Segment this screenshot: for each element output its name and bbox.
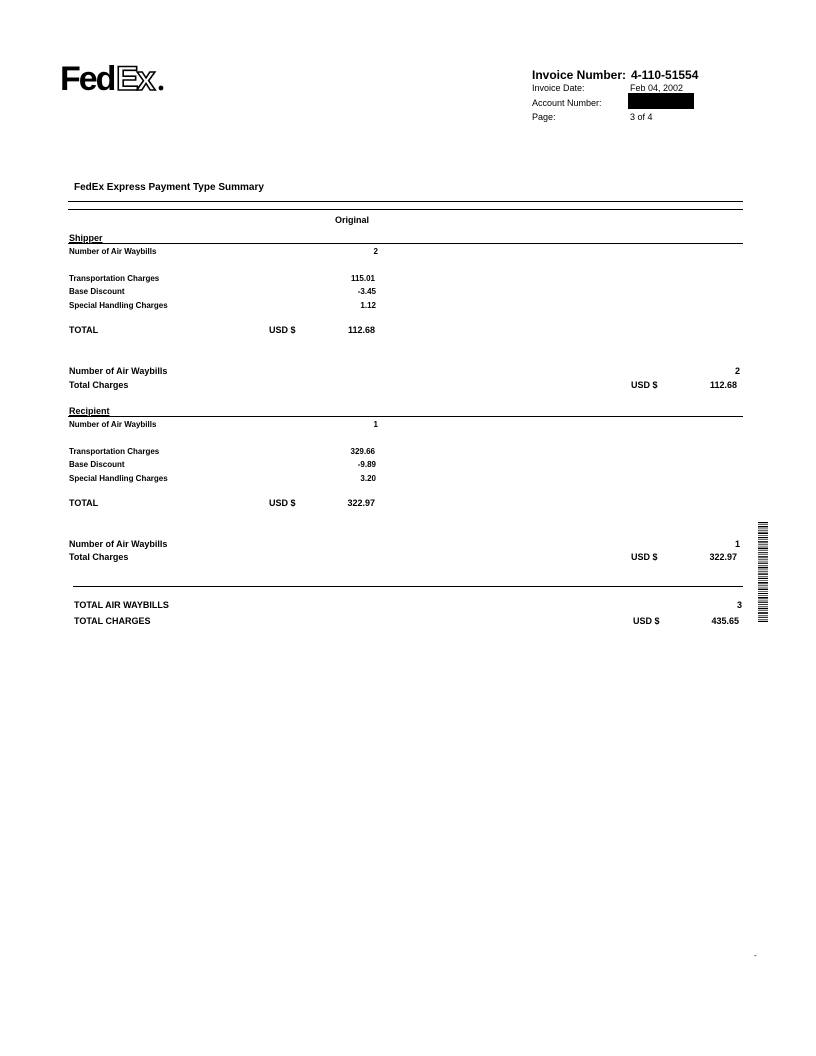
- shipper-transport-label: Transportation Charges: [69, 274, 160, 283]
- shipper-waybills-value: 2: [373, 247, 378, 256]
- invoice-date: Feb 04, 2002: [630, 83, 684, 93]
- shipper-handling-value: 1.12: [360, 301, 376, 310]
- grand-total-waybills-label: TOTAL AIR WAYBILLS: [74, 600, 169, 610]
- recipient-total-currency: USD $: [269, 498, 296, 508]
- column-header-original: Original: [335, 215, 370, 225]
- recipient-total-value: 322.97: [347, 498, 375, 508]
- shipper-sum-charges-currency: USD $: [631, 380, 658, 390]
- shipper-sum-waybills-value: 2: [734, 366, 740, 376]
- shipper-sum-waybills-label: Number of Air Waybills: [69, 366, 168, 376]
- shipper-sum-charges-value: 112.68: [709, 380, 737, 390]
- recipient-waybills-value: 1: [373, 420, 378, 429]
- invoice-date-label: Invoice Date:: [532, 83, 585, 93]
- account-number-redaction: [628, 93, 694, 109]
- recipient-waybills-label: Number of Air Waybills: [69, 420, 157, 429]
- invoice-number: 4-110-51554: [631, 68, 699, 82]
- recipient-sum-charges-currency: USD $: [631, 552, 658, 562]
- recipient-sum-charges-label: Total Charges: [69, 552, 129, 562]
- page-number: 3 of 4: [630, 112, 653, 122]
- title-rule-bottom: [68, 209, 743, 210]
- recipient-discount-value: -9.89: [357, 460, 376, 469]
- recipient-handling-label: Special Handling Charges: [69, 474, 168, 483]
- recipient-handling-value: 3.20: [360, 474, 376, 483]
- shipper-total-label: TOTAL: [69, 325, 99, 335]
- shipper-waybills-label: Number of Air Waybills: [69, 247, 157, 256]
- shipper-total-value: 112.68: [347, 325, 375, 335]
- page-label: Page:: [532, 112, 556, 122]
- shipper-section-label: Shipper: [69, 233, 103, 243]
- grand-total-charges-currency: USD $: [633, 616, 660, 626]
- footer-mark: -: [754, 951, 757, 960]
- account-number-label: Account Number:: [532, 98, 602, 108]
- summary-title: FedEx Express Payment Type Summary: [74, 182, 264, 193]
- shipper-sum-charges-label: Total Charges: [69, 380, 129, 390]
- recipient-sum-waybills-label: Number of Air Waybills: [69, 539, 168, 549]
- shipper-handling-label: Special Handling Charges: [69, 301, 168, 310]
- grand-total-charges-value: 435.65: [711, 616, 739, 626]
- recipient-section-label: Recipient: [69, 406, 110, 416]
- shipper-discount-label: Base Discount: [69, 287, 125, 296]
- svg-text:Fed: Fed: [60, 62, 115, 94]
- recipient-sum-charges-value: 322.97: [709, 552, 737, 562]
- grand-total-waybills-value: 3: [736, 600, 742, 610]
- shipper-discount-value: -3.45: [357, 287, 376, 296]
- shipper-total-currency: USD $: [269, 325, 296, 335]
- invoice-number-label: Invoice Number:: [532, 68, 627, 82]
- recipient-transport-value: 329.66: [350, 447, 375, 456]
- grand-total-charges-label: TOTAL CHARGES: [74, 616, 151, 626]
- shipper-rule: [68, 243, 743, 244]
- shipper-transport-value: 115.01: [350, 274, 375, 283]
- title-rule-top: [68, 201, 743, 202]
- barcode-icon: [758, 522, 768, 622]
- recipient-discount-label: Base Discount: [69, 460, 125, 469]
- recipient-rule: [68, 416, 743, 417]
- recipient-sum-waybills-value: 1: [734, 539, 740, 549]
- fedex-logo: [60, 62, 164, 94]
- svg-text:Ex: Ex: [116, 62, 154, 94]
- recipient-total-label: TOTAL: [69, 498, 99, 508]
- grand-total-rule: [73, 586, 743, 587]
- recipient-transport-label: Transportation Charges: [69, 447, 160, 456]
